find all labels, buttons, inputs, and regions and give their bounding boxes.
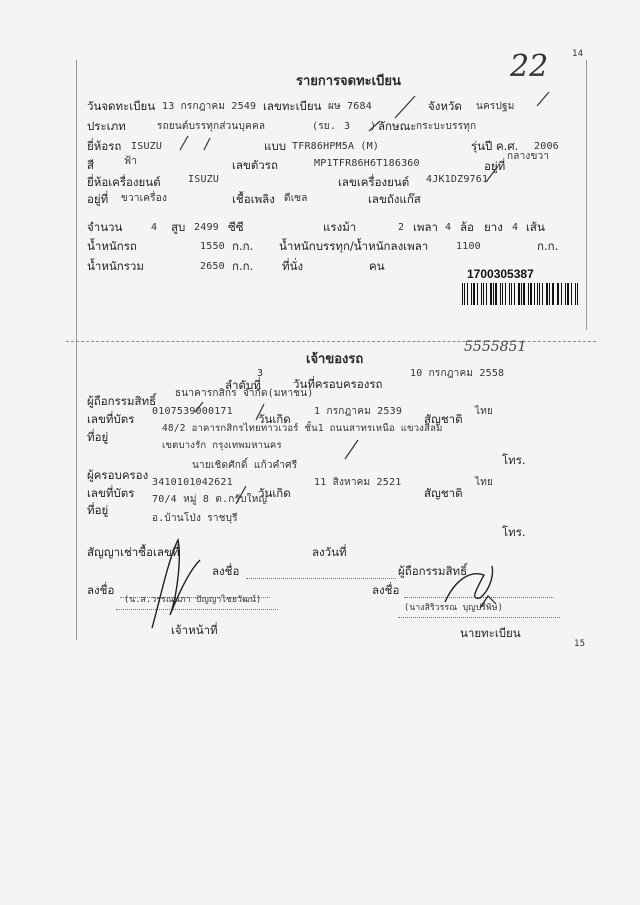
tire-label: ยาง bbox=[484, 220, 503, 234]
load-weight: 1100 bbox=[456, 241, 481, 252]
chassis-label: เลขตัวรถ bbox=[232, 158, 278, 172]
horsepower-label: แรงม้า bbox=[323, 220, 357, 234]
province: นครปฐม bbox=[476, 101, 515, 112]
owner-sign-label: ลงชื่อ bbox=[212, 564, 240, 578]
owner-title: เจ้าของรถ bbox=[306, 352, 364, 367]
type-label: ประเภท bbox=[87, 119, 126, 133]
body-label: ลักษณะ bbox=[378, 119, 417, 133]
weight-unit: ก.ก. bbox=[232, 239, 254, 253]
type-code-prefix: (รย. bbox=[312, 121, 337, 132]
owner-id-label: เลขที่บัตร bbox=[87, 412, 135, 426]
owner-nationality: ไทย bbox=[475, 406, 494, 417]
owner-tel-label: โทร. bbox=[502, 453, 526, 467]
gas-tank-label: เลขถังแก๊ส bbox=[368, 192, 421, 206]
vehicle-weight: 1550 bbox=[200, 241, 225, 252]
owner-address-line2: เขตบางรัก กรุงเทพมหานคร bbox=[162, 440, 282, 451]
fuel-type: ดีเซล bbox=[284, 193, 308, 204]
reg-no-label: เลขทะเบียน bbox=[263, 99, 322, 113]
possessor-nationality-label: สัญชาติ bbox=[424, 486, 463, 500]
possessor-id-label: เลขที่บัตร bbox=[87, 486, 135, 500]
possession-date-label: วันที่ครอบครองรถ bbox=[293, 377, 383, 391]
owner-address-label: ที่อยู่ bbox=[87, 430, 109, 444]
engine-location: ขวาเครื่อง bbox=[121, 193, 168, 204]
owner-nationality-label: สัญชาติ bbox=[424, 412, 463, 426]
load-unit: ก.ก. bbox=[537, 239, 559, 253]
total-weight-label: น้ำหนักรวม bbox=[87, 259, 144, 273]
seats-unit: คน bbox=[369, 259, 385, 273]
tires: 4 bbox=[512, 222, 519, 233]
possessor-id: 3410101042621 bbox=[152, 477, 233, 488]
barcode-number: 1700305387 bbox=[467, 267, 534, 281]
owner-id: 0107539000171 bbox=[152, 406, 233, 417]
total-weight: 2650 bbox=[200, 261, 225, 272]
possessor-address-line1: 70/4 หมู่ 8 ต.กรับใหญ่ bbox=[152, 494, 268, 505]
registrar-name: (นางสิริวรรณ บุญปรีพิษ) bbox=[404, 603, 504, 613]
count-label: จำนวน bbox=[87, 220, 123, 234]
reg-date: 13 กรกฎาคม 2549 bbox=[162, 101, 257, 112]
owner-sign-role: ผู้ถือกรรมสิทธิ์ bbox=[398, 564, 468, 578]
possessor-address-label: ที่อยู่ bbox=[87, 503, 109, 517]
engine-number-label: เลขเครื่องยนต์ bbox=[338, 175, 410, 189]
possession-date: 10 กรกฎาคม 2558 bbox=[410, 368, 505, 379]
vehicle-brand: ISUZU bbox=[131, 141, 163, 152]
possessor-dob-label: วันเกิด bbox=[258, 486, 291, 500]
sequence-label: ลำดับที่ bbox=[225, 378, 261, 392]
vehicle-body: กระบะบรรทุก bbox=[416, 121, 477, 132]
cylinder-label: สูบ bbox=[171, 220, 186, 234]
wheels: 4 bbox=[445, 222, 452, 233]
stamp-number: 5555851 bbox=[464, 339, 527, 355]
model-label: แบบ bbox=[264, 139, 287, 153]
chassis-number: MP1TFR86H6T186360 bbox=[314, 158, 420, 169]
possessor-dob: 11 สิงหาคม 2521 bbox=[314, 477, 402, 488]
engine-location-label: อยู่ที่ bbox=[87, 192, 109, 206]
brand-label: ยี่ห้อรถ bbox=[87, 139, 122, 153]
page-number-bottom: 15 bbox=[574, 639, 586, 649]
engine-brand: ISUZU bbox=[188, 174, 220, 185]
cc-label: ซีซี bbox=[228, 220, 244, 234]
possessor-tel-label: โทร. bbox=[502, 525, 526, 539]
cylinders: 4 bbox=[151, 222, 158, 233]
total-weight-unit: ก.ก. bbox=[232, 259, 254, 273]
type-code: 3 bbox=[344, 121, 351, 132]
owner-label: ผู้ถือกรรมสิทธิ์ bbox=[87, 394, 157, 408]
handwritten-page-number: 22 bbox=[510, 49, 549, 84]
load-label: น้ำหนักบรรทุก/น้ำหนักลงเพลา bbox=[279, 239, 429, 253]
chassis-location-label: อยู่ที่ bbox=[484, 159, 506, 173]
owner-dob-label: วันเกิด bbox=[258, 412, 291, 426]
engine-cc: 2499 bbox=[194, 222, 219, 233]
contract-label: สัญญาเช่าซื้อเลขที่ bbox=[87, 545, 180, 559]
tire-unit: เส้น bbox=[526, 220, 545, 234]
registration-title: รายการจดทะเบียน bbox=[296, 74, 401, 89]
reg-no: ผษ 7684 bbox=[328, 101, 372, 112]
owner-name: ธนาคารกสิกร จำกัด(มหาชน) bbox=[175, 388, 314, 399]
engine-brand-label: ยี่ห้อเครื่องยนต์ bbox=[87, 175, 161, 189]
registrar-role: นายทะเบียน bbox=[460, 626, 521, 640]
possessor-name: นายเชิดศักดิ์ แก้วคำศรี bbox=[192, 460, 298, 471]
officer-name: (น.ส.วรรณนภา ปัญญาไชยวัฒน์) bbox=[124, 595, 262, 605]
vehicle-color: ฟ้า bbox=[124, 156, 138, 167]
vehicle-model: TFR86HPM5A (M) bbox=[292, 141, 380, 152]
officer-role: เจ้าหน้าที่ bbox=[171, 623, 218, 637]
color-label: สี bbox=[87, 158, 95, 172]
weight-label: น้ำหนักรถ bbox=[87, 239, 137, 253]
type-code-suffix: ) bbox=[370, 121, 377, 132]
chassis-location: กลางขวา bbox=[507, 151, 550, 162]
contract-date-label: ลงวันที่ bbox=[312, 545, 347, 559]
possessor-address-line2: อ.บ้านโป่ง ราชบุรี bbox=[152, 513, 238, 524]
reg-date-label: วันจดทะเบียน bbox=[87, 99, 156, 113]
seats-label: ที่นั่ง bbox=[282, 259, 304, 273]
vehicle-year: 2006 bbox=[534, 141, 559, 152]
axle-label: เพลา bbox=[413, 220, 439, 234]
owner-dob: 1 กรกฎาคม 2539 bbox=[314, 406, 403, 417]
page-number-top: 14 bbox=[572, 49, 584, 59]
owner-address-line1: 48/2 อาคารกสิกรไทยทาวเวอร์ ชั้น1 ถนนสาทรเหนือ แขวงสีลม bbox=[162, 423, 443, 434]
possessor-label: ผู้ครอบครอง bbox=[87, 468, 149, 482]
officer-sign-label: ลงชื่อ bbox=[87, 583, 115, 597]
engine-number: 4JK1DZ9761 bbox=[426, 174, 489, 185]
fuel-label: เชื้อเพลิง bbox=[232, 192, 275, 206]
wheel-label: ล้อ bbox=[460, 220, 474, 234]
registrar-sign-label: ลงชื่อ bbox=[372, 583, 400, 597]
sequence-number: 3 bbox=[257, 368, 264, 379]
possessor-nationality: ไทย bbox=[475, 477, 494, 488]
year-label: รุ่นปี ค.ศ. bbox=[471, 139, 519, 153]
province-label: จังหวัด bbox=[428, 99, 462, 113]
vehicle-type: รถยนต์บรรทุกส่วนบุคคล bbox=[157, 121, 266, 132]
axles: 2 bbox=[398, 222, 405, 233]
